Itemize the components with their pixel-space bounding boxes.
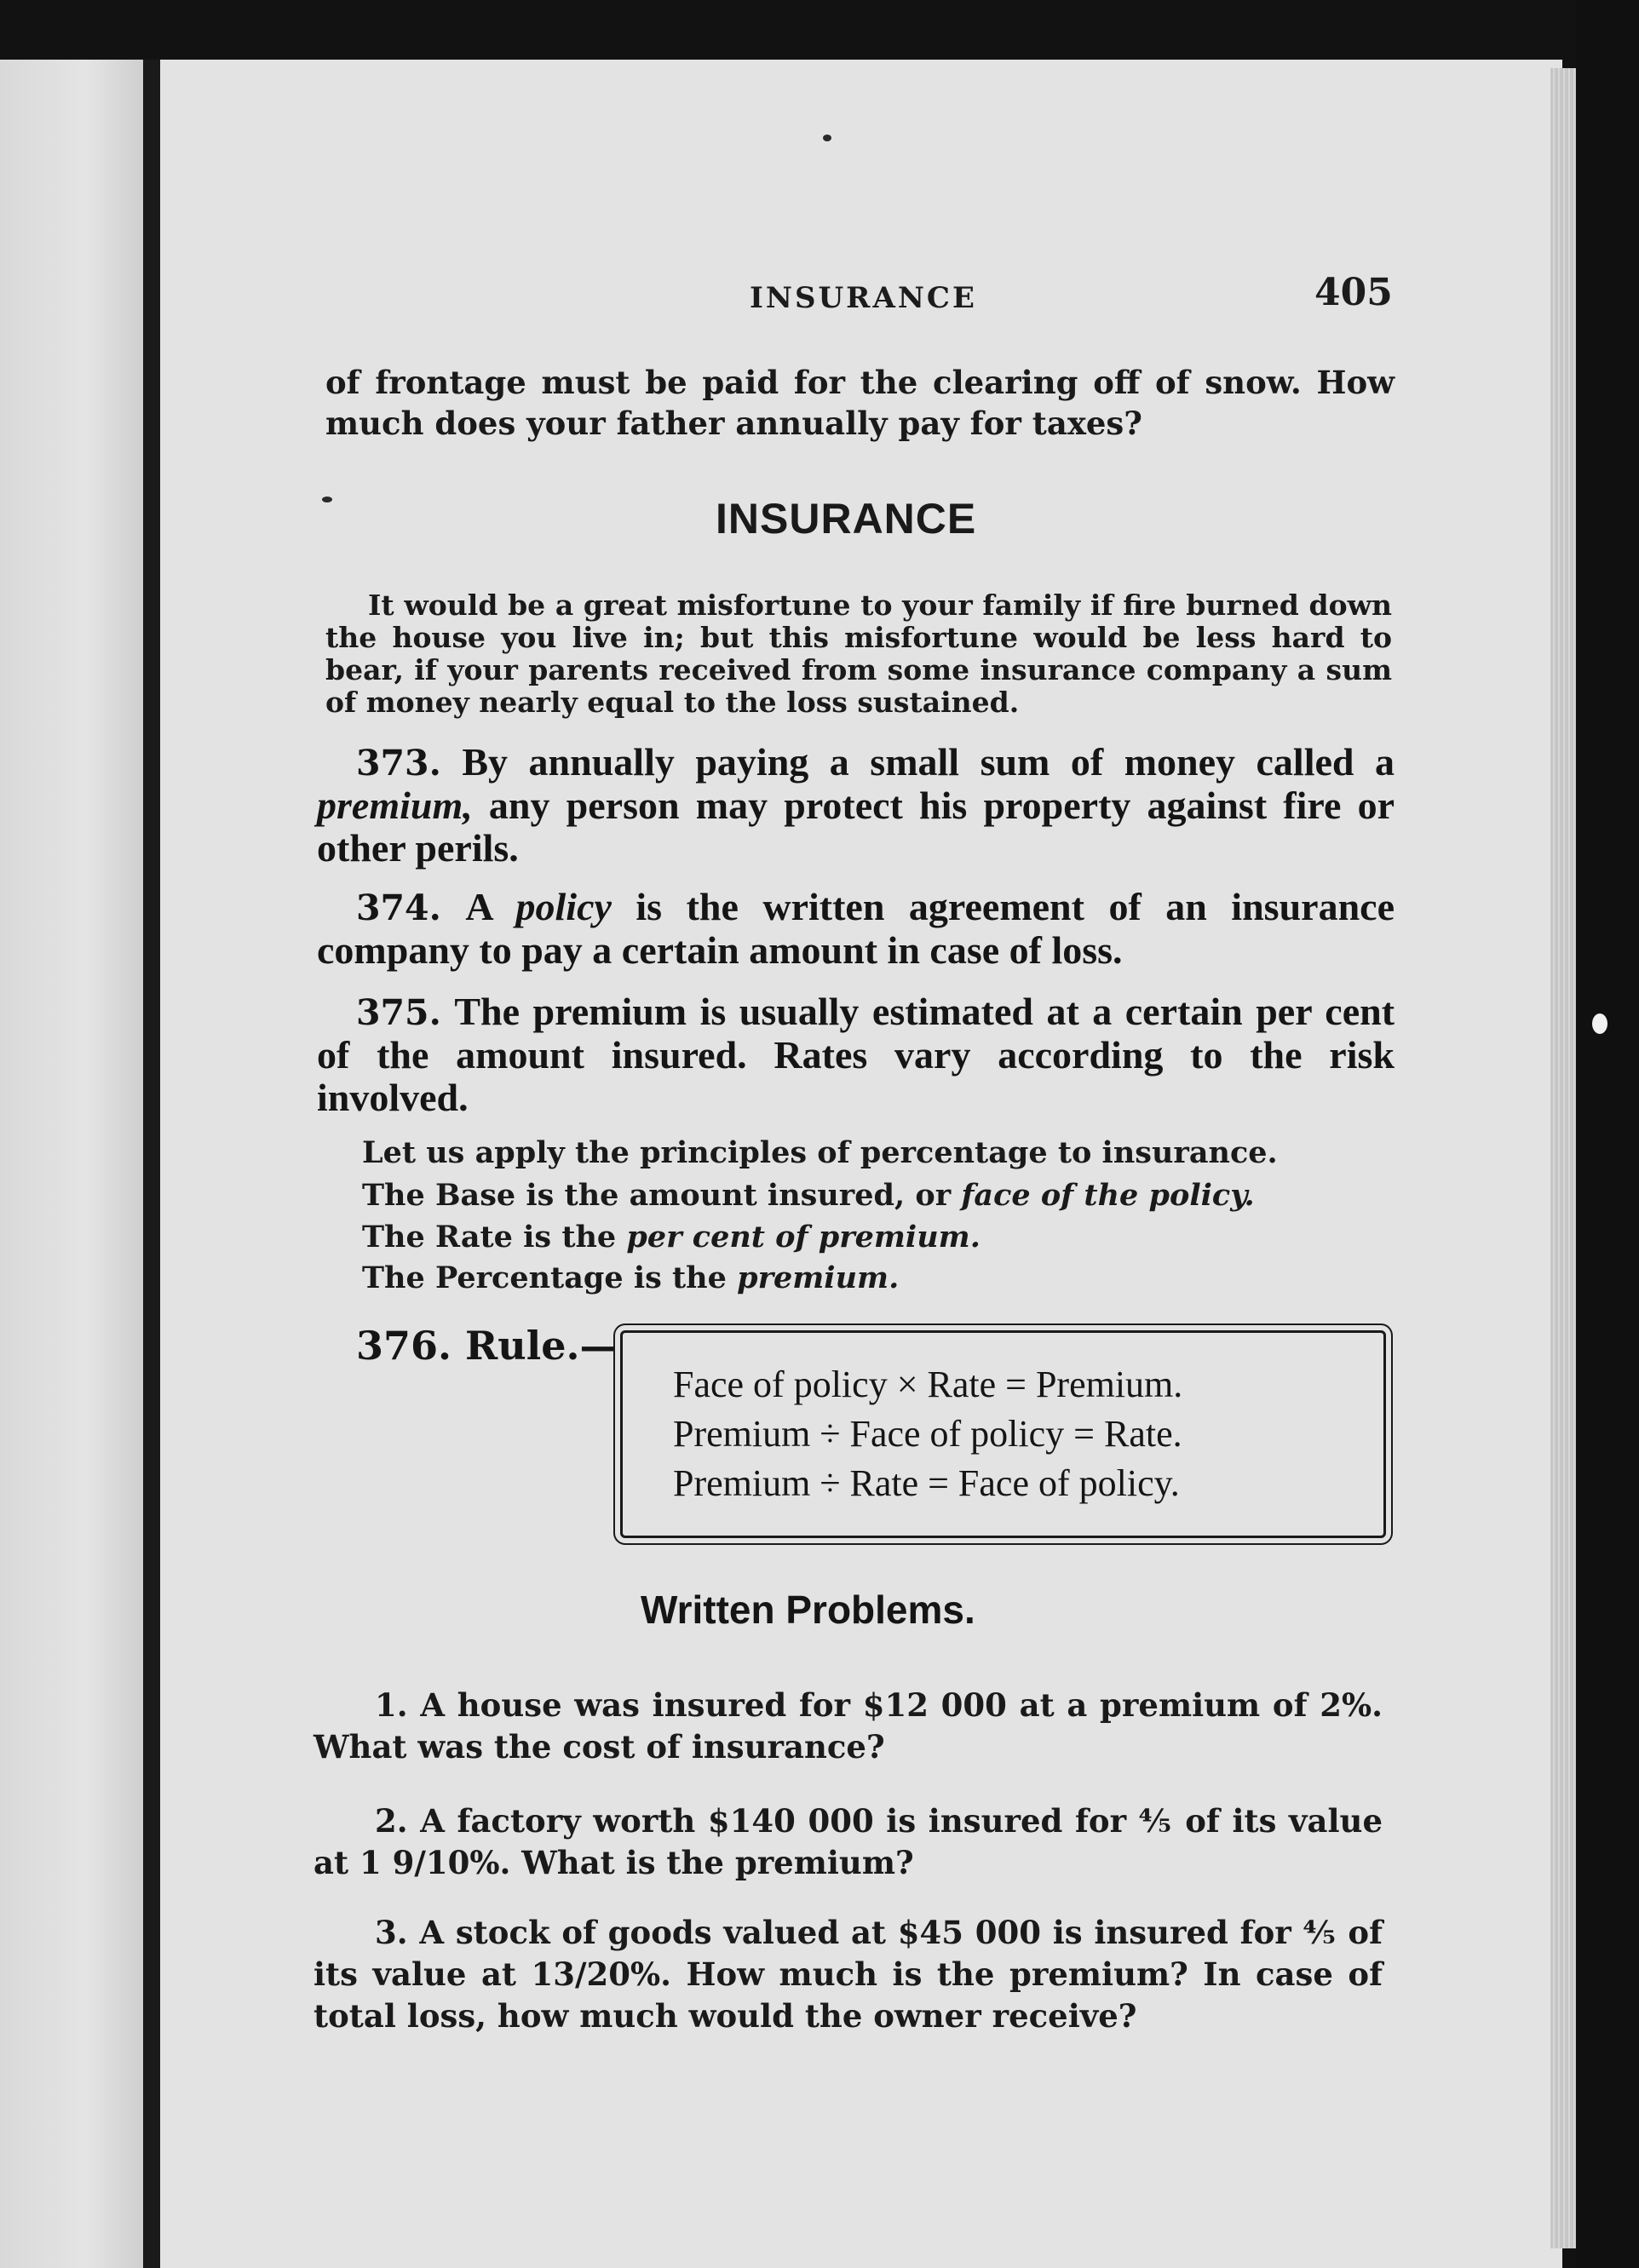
rule-label: 376. Rule.—: [356, 1323, 619, 1369]
problem-1: [313, 1685, 1383, 1768]
article-text: A: [465, 885, 516, 928]
article-375: [317, 990, 1395, 1119]
page-stack-edge: [1550, 68, 1576, 2248]
problem-text: A factory worth $140 000 is insured for ⅘ of its value at 1 9/10%. What is the premium?: [313, 1802, 1383, 1881]
problem-number: 1.: [375, 1686, 408, 1724]
article-number: 373.: [356, 743, 441, 784]
principle-line: [362, 1220, 981, 1255]
problem-2: [313, 1800, 1383, 1884]
formula-face: Premium ÷ Rate = Face of policy.: [673, 1462, 1180, 1504]
principle-line: [362, 1135, 1278, 1170]
principle-text: The Percentage is the: [362, 1260, 738, 1295]
principle-line: [362, 1178, 1255, 1213]
problem-text: A stock of goods valued at $45 000 is insured for ⅘ of its value at 13/20%. How much is the premium? In case of total loss, how much would the owner receive?: [313, 1914, 1383, 2035]
book-gutter: [143, 60, 160, 2268]
written-problems-heading: Written Problems.: [641, 1588, 975, 1632]
running-head: INSURANCE: [750, 281, 977, 315]
continued-paragraph: of frontage must be paid for the clearing off of snow. How much does your father annually pay for taxes?: [325, 364, 1395, 442]
problem-number: 2.: [375, 1802, 408, 1840]
principle-text: The Rate is the: [362, 1220, 627, 1255]
problem-number: 3.: [375, 1914, 408, 1951]
scan-border: [1576, 0, 1639, 2268]
article-term: policy: [515, 885, 612, 928]
section-intro: It would be a great misfortune to your family if fire burned down the house you live in; but this misfortune would be less hard to bear, if your parents received from some insurance company a sum of money nearly equal to the loss sustained.: [325, 589, 1392, 719]
formula-premium: Face of policy × Rate = Premium.: [673, 1364, 1183, 1405]
article-number: 374.: [356, 887, 441, 928]
page-number: 405: [1314, 271, 1393, 314]
formula-rate: Premium ÷ Face of policy = Rate.: [673, 1413, 1182, 1455]
article-text: The premium is usually estimated at a certain per cent of the amount insured. Rates vary according to the risk involved.: [317, 990, 1395, 1119]
article-text: any person may protect his property against fire or other perils.: [317, 784, 1395, 870]
article-text: By annually paying a small sum of money called a: [462, 740, 1395, 784]
article-term: premium,: [317, 784, 473, 827]
article-374: [317, 886, 1395, 972]
speck: [322, 497, 332, 502]
speck: [823, 135, 831, 141]
article-text: is the written agreement of an insurance company to pay a certain amount in case of loss.: [317, 885, 1395, 972]
problem-3: [313, 1912, 1383, 2037]
speck: [1592, 1013, 1607, 1034]
principle-term: per cent of premium.: [626, 1220, 981, 1255]
principle-line: [362, 1260, 899, 1295]
principle-text: The Base is the amount insured, or: [362, 1178, 962, 1213]
principle-term: face of the policy.: [961, 1178, 1255, 1213]
problem-text: A house was insured for $12 000 at a premium of 2%. What was the cost of insurance?: [313, 1686, 1383, 1766]
article-number: 375.: [356, 992, 441, 1033]
article-373: [317, 741, 1395, 870]
section-heading: INSURANCE: [716, 495, 977, 543]
principle-text: Let us apply the principles of percentage to insurance.: [362, 1135, 1278, 1170]
facing-page-edge: [0, 60, 143, 2268]
principle-term: premium.: [737, 1260, 900, 1295]
